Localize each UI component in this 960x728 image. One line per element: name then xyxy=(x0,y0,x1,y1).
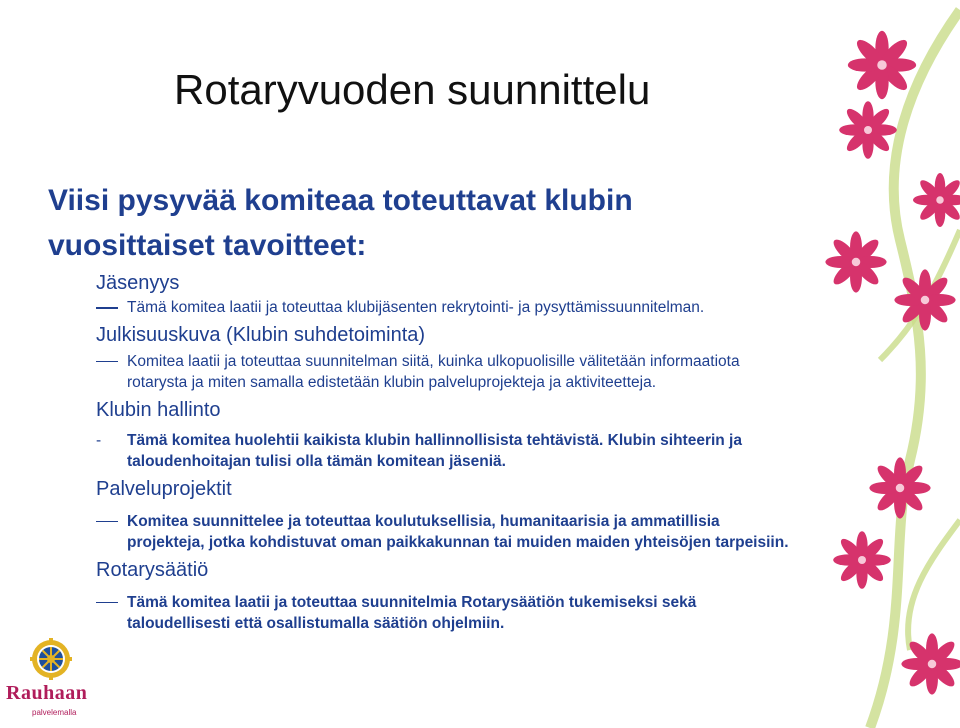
committee-description xyxy=(96,511,796,554)
dash-bullet xyxy=(96,307,118,309)
dash-bullet: - xyxy=(96,431,102,449)
flower-decoration-icon xyxy=(760,0,960,728)
slide-subtitle: Viisi pysyvää komiteaa toteuttavat klubin vuosittaiset tavoitteet: xyxy=(48,184,633,262)
dash-bullet xyxy=(96,361,118,363)
committee-description-text: Tämä komitea laatii ja toteuttaa klubijäsenten rekrytointi- ja pysyttämissuunnitelman. xyxy=(127,299,705,316)
committee-description xyxy=(96,430,796,473)
dash-bullet xyxy=(96,602,118,604)
committee-description xyxy=(96,592,796,635)
committee-heading-julkisuuskuva: Julkisuuskuva (Klubin suhdetoiminta) xyxy=(96,323,426,346)
committee-description-text: Komitea laatii ja toteuttaa suunnitelman siitä, kuinka ulkopuolisille välitetään informaatiota rotarysta ja miten samalla edistetään klubin palveluprojekteja ja aktiviteetteja. xyxy=(127,352,740,391)
committee-heading-palveluprojektit: Palveluprojektit xyxy=(96,477,232,500)
rauhaan-logo xyxy=(6,638,92,724)
committee-description xyxy=(96,297,796,319)
committee-description-text: Tämä komitea laatii ja toteuttaa suunnitelmia Rotarysäätiön tukemiseksi sekä taloudellisesti että osallistumalla säätiön ohjelmiin. xyxy=(127,593,697,632)
logo-subtitle: palvelemalla xyxy=(32,708,77,717)
committee-description-text: Tämä komitea huolehtii kaikista klubin hallinnollisista tehtävistä. Klubin sihteerin ja taloudenhoitajan tulisi olla tämän komitean jäseniä. xyxy=(127,431,742,470)
committee-heading-hallinto: Klubin hallinto xyxy=(96,398,221,421)
rotary-wheel-icon xyxy=(30,638,72,680)
committee-heading-jasenyys: Jäsenyys xyxy=(96,272,180,294)
committee-description-text: Komitea suunnittelee ja toteuttaa koulutuksellisia, humanitaarisia ja ammatillisia projekteja, jotka kohdistuvat oman paikkakunnan tai muiden maiden yhteisöjen tarpeisiin. xyxy=(127,512,789,551)
slide-title: Rotaryvuoden suunnittelu xyxy=(174,66,651,113)
logo-name: Rauhaan xyxy=(6,682,88,704)
committee-description xyxy=(96,351,796,394)
committee-heading-rotarysaatio: Rotarysäätiö xyxy=(96,558,209,581)
committee-list xyxy=(96,271,796,635)
dash-bullet xyxy=(96,521,118,523)
